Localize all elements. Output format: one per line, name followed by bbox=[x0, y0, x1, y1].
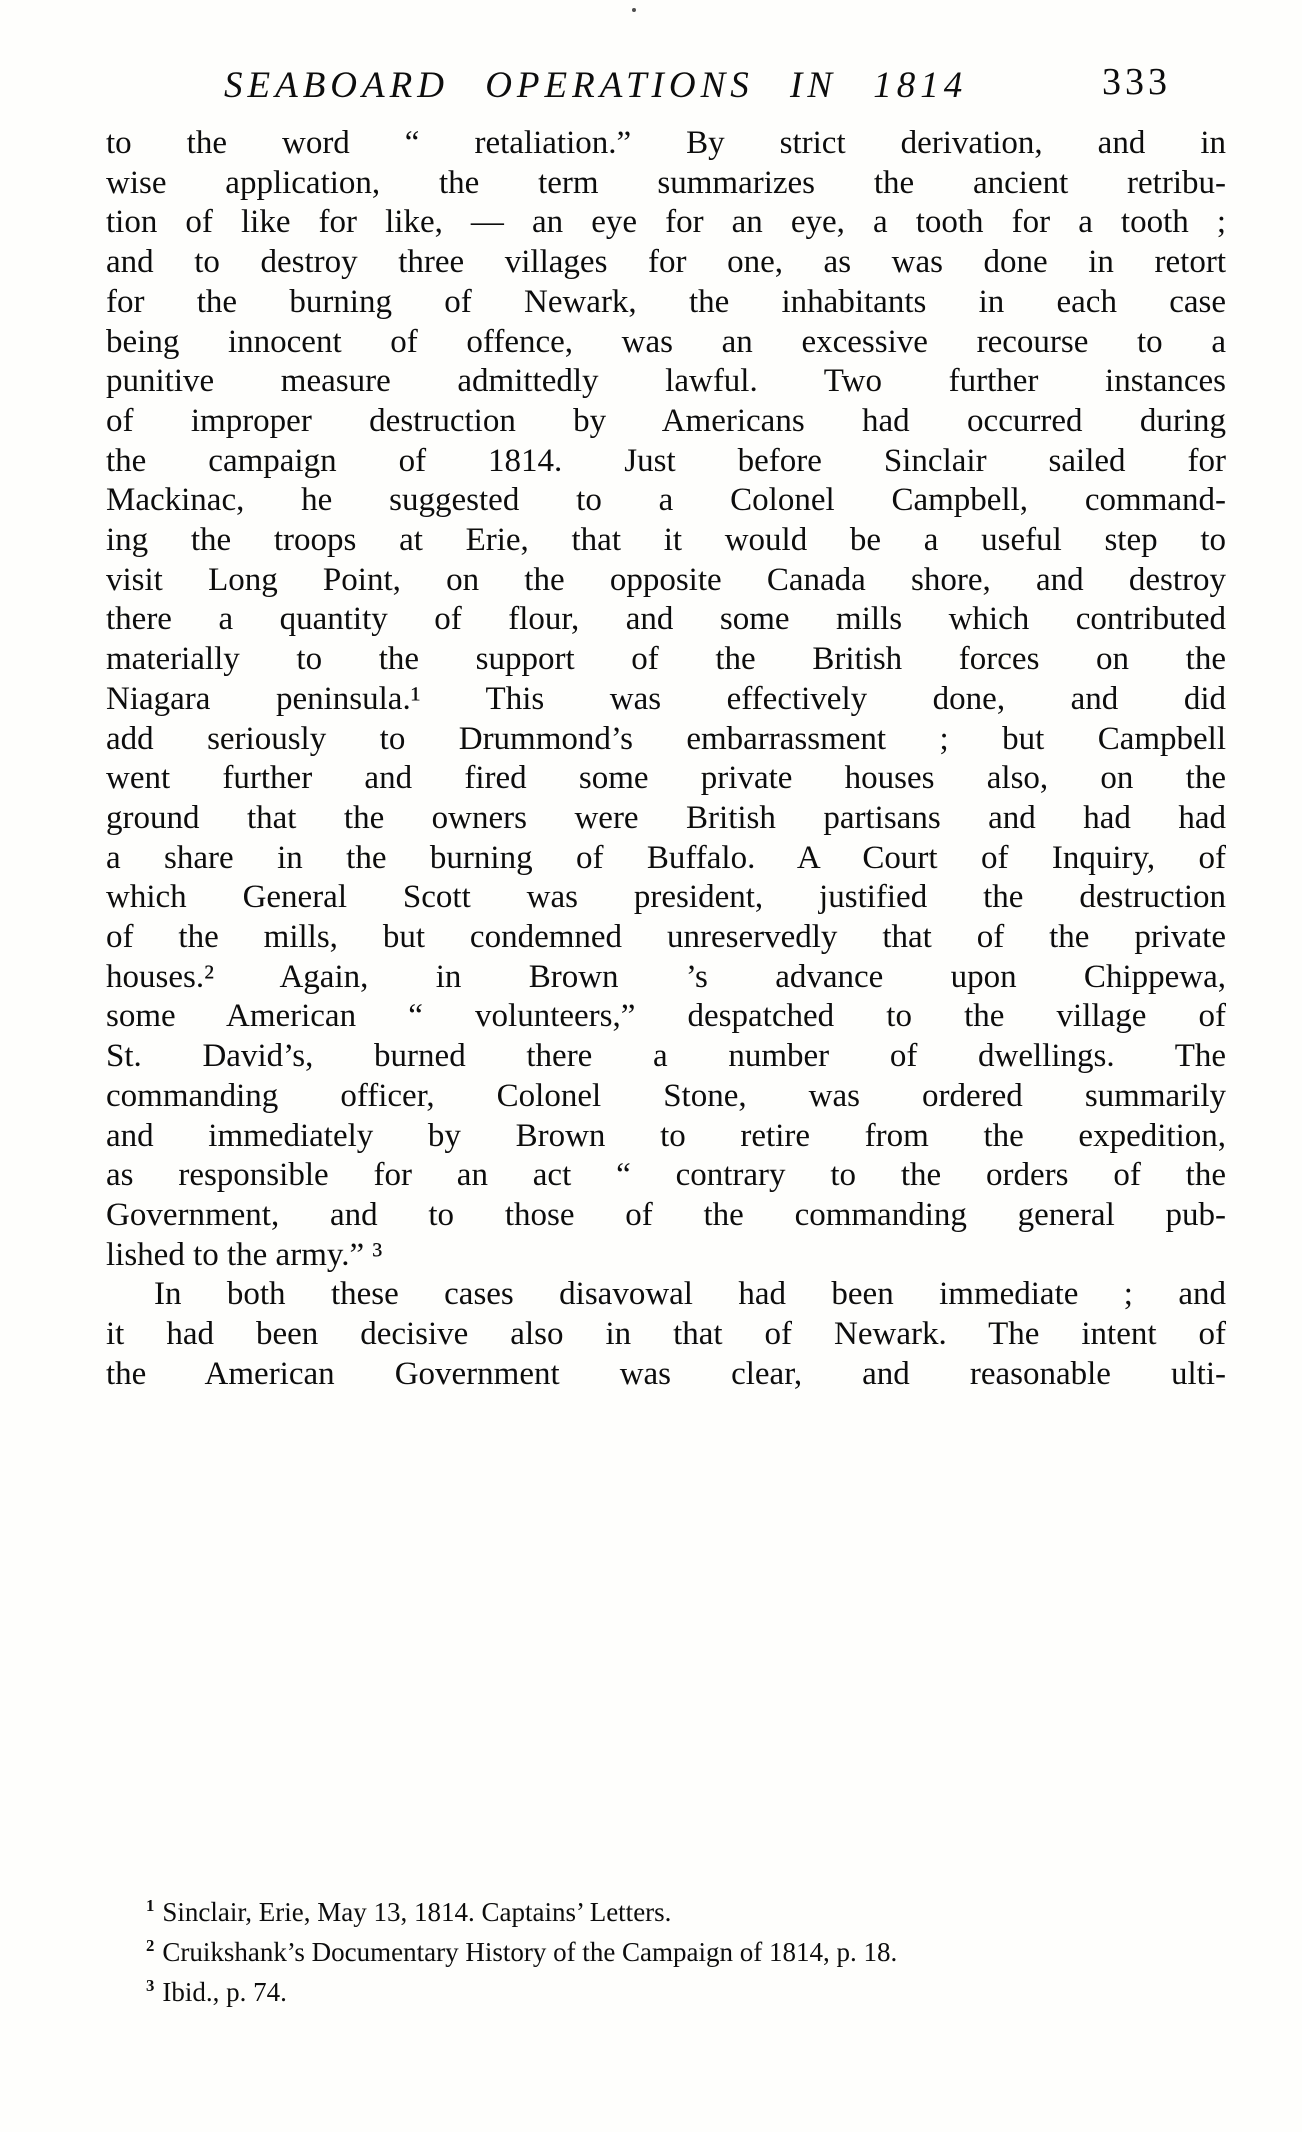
footnote-text: Sinclair, Erie, May 13, 1814. Captains’ Letters. bbox=[162, 1897, 672, 1927]
text-line: Niagara peninsula.¹ This was effectively done, and did bbox=[106, 680, 1226, 717]
text-line: In both these cases disavowal had been immediate ; and bbox=[154, 1276, 1226, 1313]
text-line: add seriously to Drummond’s embarrassment ; but Campbell bbox=[106, 720, 1226, 757]
footnote bbox=[146, 1932, 1226, 1972]
text-line: as responsible for an act “ contrary to the orders of the bbox=[106, 1157, 1226, 1194]
footnote-text: Ibid., p. 74. bbox=[162, 1977, 287, 2007]
text-line: tion of like for like, — an eye for an eye, a tooth for a tooth ; bbox=[106, 204, 1226, 241]
text-line: a share in the burning of Buffalo. A Court of Inquiry, of bbox=[106, 839, 1226, 876]
text-line: some American “ volunteers,” despatched to the village of bbox=[106, 998, 1226, 1035]
text-line: punitive measure admittedly lawful. Two further instances bbox=[106, 363, 1226, 400]
text-line: St. David’s, burned there a number of dwellings. The bbox=[106, 1038, 1226, 1075]
text-line: there a quantity of flour, and some mills which contributed bbox=[106, 601, 1226, 638]
running-head: SEABOARD OPERATIONS IN 1814 bbox=[224, 65, 968, 106]
text-line: being innocent of offence, was an excessive recourse to a bbox=[106, 323, 1226, 360]
text-block bbox=[106, 124, 1226, 1395]
text-line: and immediately by Brown to retire from the expedition, bbox=[106, 1117, 1226, 1154]
text-line: for the burning of Newark, the inhabitants in each case bbox=[106, 283, 1226, 320]
text-line: commanding officer, Colonel Stone, was ordered summarily bbox=[106, 1077, 1226, 1114]
text-line: ground that the owners were British partisans and had had bbox=[106, 799, 1226, 836]
page-number: 333 bbox=[1102, 61, 1171, 103]
text-line: lished to the army.” ³ bbox=[106, 1236, 383, 1273]
text-line: to the word “ retaliation.” By strict derivation, and in bbox=[106, 125, 1226, 161]
text-line: visit Long Point, on the opposite Canada shore, and destroy bbox=[106, 561, 1226, 598]
text-line: the campaign of 1814. Just before Sinclair sailed for bbox=[106, 442, 1226, 479]
footnote bbox=[146, 1892, 1226, 1932]
paragraph bbox=[106, 1275, 1226, 1394]
text-line: Government, and to those of the commanding general pub- bbox=[106, 1196, 1226, 1233]
footnote-marker: 1 bbox=[146, 1896, 155, 1915]
text-line: the American Government was clear, and reasonable ulti- bbox=[106, 1355, 1226, 1392]
text-line: it had been decisive also in that of Newark. The intent of bbox=[106, 1316, 1226, 1353]
scan-speck bbox=[632, 8, 636, 12]
text-line: went further and fired some private houses also, on the bbox=[106, 760, 1226, 797]
paragraph bbox=[106, 124, 1226, 1275]
text-line: ing the troops at Erie, that it would be a useful step to bbox=[106, 522, 1226, 559]
footnote-marker: 2 bbox=[146, 1936, 155, 1955]
text-line: wise application, the term summarizes the ancient retribu- bbox=[106, 164, 1226, 201]
footnote-marker: 3 bbox=[146, 1976, 155, 1995]
text-line: materially to the support of the British forces on the bbox=[106, 641, 1226, 678]
text-line: of improper destruction by Americans had occurred during bbox=[106, 402, 1226, 439]
text-line: which General Scott was president, justified the destruction bbox=[106, 879, 1226, 916]
text-line: and to destroy three villages for one, as was done in retort bbox=[106, 244, 1226, 281]
footnote-text: Cruikshank’s Documentary History of the Campaign of 1814, p. 18. bbox=[162, 1937, 898, 1967]
footnotes bbox=[146, 1892, 1226, 2012]
text-line: houses.² Again, in Brown ’s advance upon Chippewa, bbox=[106, 958, 1226, 995]
footnote bbox=[146, 1972, 1226, 2012]
text-line: Mackinac, he suggested to a Colonel Campbell, command- bbox=[106, 482, 1226, 519]
text-line: of the mills, but condemned unreservedly that of the private bbox=[106, 919, 1226, 956]
